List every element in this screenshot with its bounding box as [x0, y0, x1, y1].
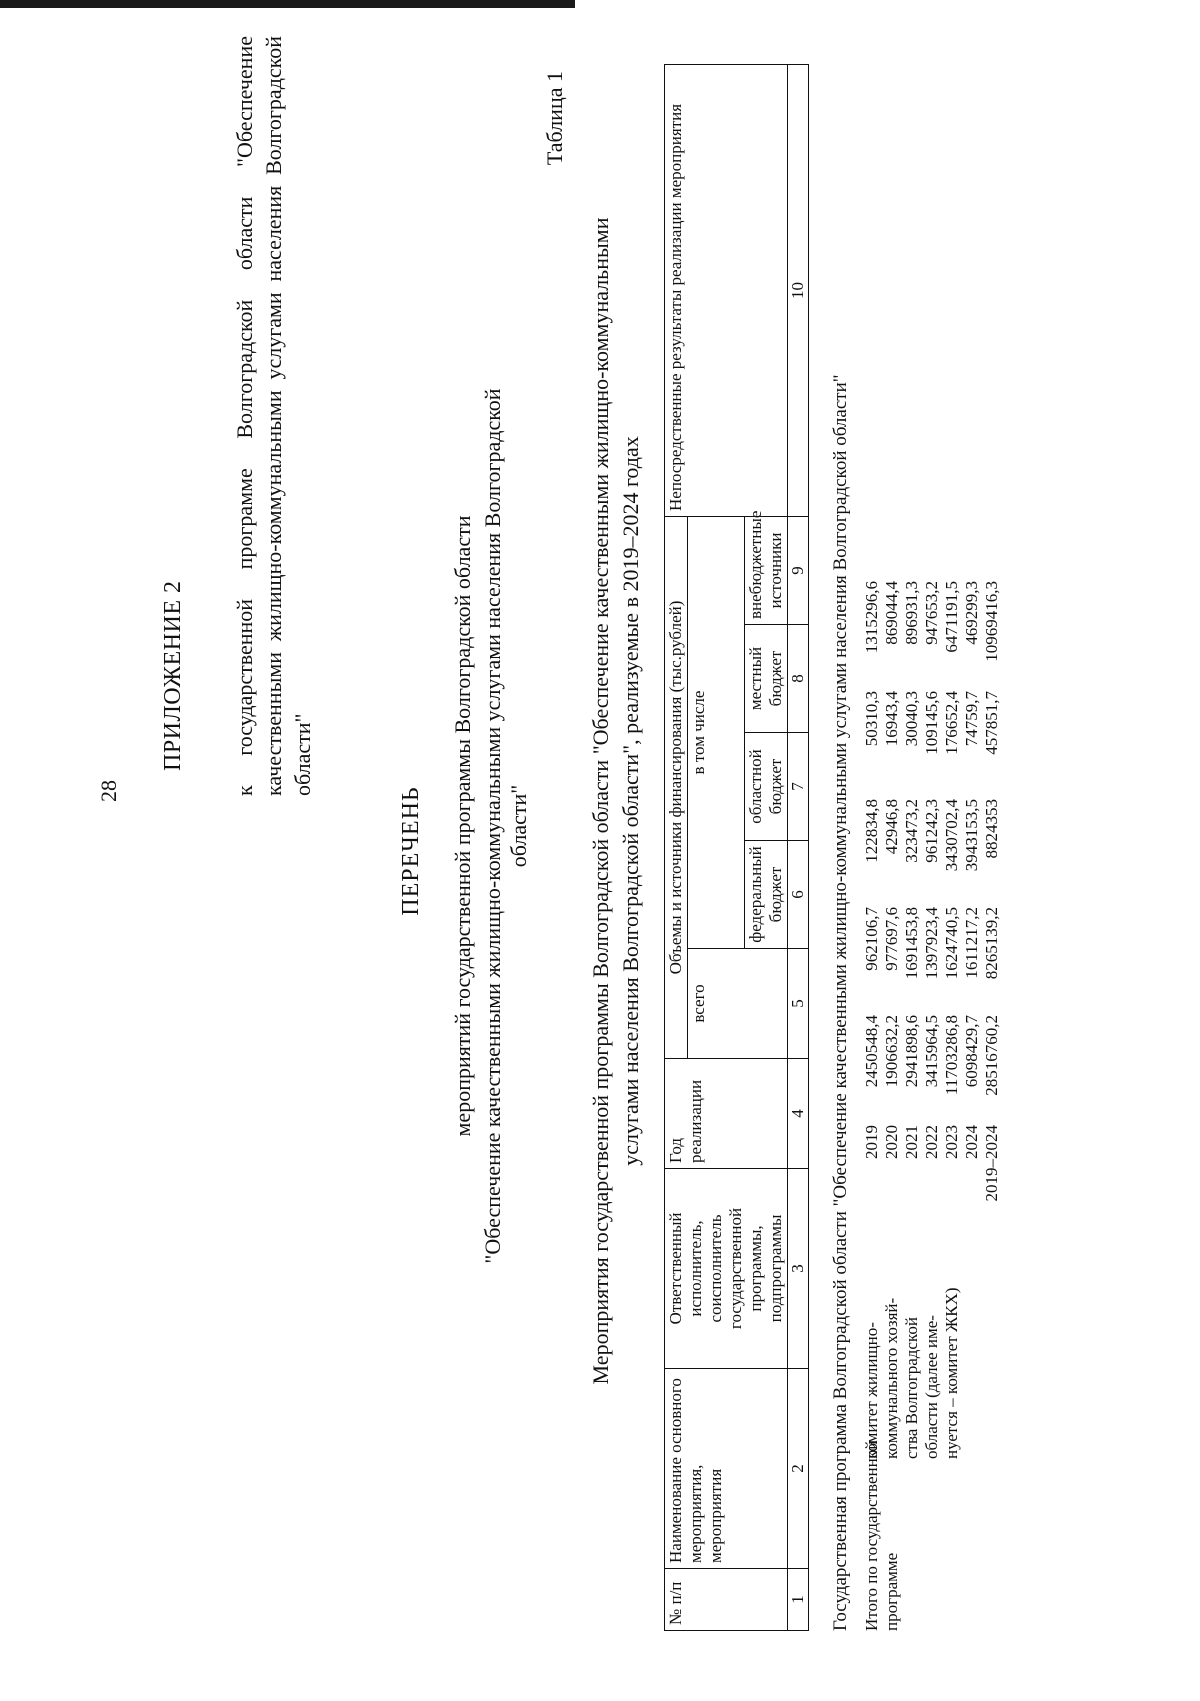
regional-cell: 8824353 — [982, 799, 1001, 859]
executor-line: коммунального хозяй- — [882, 1297, 901, 1459]
table-label: Таблица 1 — [542, 71, 567, 166]
program-executor — [862, 1237, 962, 1459]
extrabudget-cell: 947653,2 — [922, 581, 941, 645]
column-number: 7 — [788, 733, 809, 841]
column-number: 2 — [788, 1369, 809, 1569]
federal-cell: 1624740,5 — [942, 907, 961, 980]
year-cell: 2019–2024 — [982, 1125, 1001, 1202]
list-subtitle-line2: "Обеспечение качественными жилищно-коммунальными услугами населения Волгоградской области" — [480, 388, 531, 1264]
column-number: 6 — [788, 841, 809, 949]
header-num: № п/п — [665, 1569, 788, 1631]
column-number: 10 — [788, 64, 809, 516]
year-cell: 2019 — [862, 1125, 881, 1159]
header-name: Наименование основного мероприятия, мероприятия — [665, 1369, 788, 1569]
total-cell: 6098429,7 — [962, 1015, 981, 1088]
list-title: ПЕРЕЧЕНЬ — [398, 786, 424, 916]
appendix-title: ПРИЛОЖЕНИЕ 2 — [160, 580, 186, 771]
column-number-row — [788, 64, 809, 1630]
federal-cell: 962106,7 — [862, 907, 881, 971]
year-cell: 2020 — [882, 1125, 901, 1159]
total-cell: 1906632,2 — [882, 1015, 901, 1088]
regional-cell: 323473,2 — [902, 799, 921, 863]
executor-line: области (далее име- — [922, 1315, 941, 1459]
list-subtitle-line1: мероприятий государственной программы Волгоградской области — [450, 515, 475, 1137]
local-cell: 50310,3 — [862, 691, 881, 747]
total-cell: 2450548,4 — [862, 1015, 881, 1088]
regional-cell: 961242,3 — [922, 799, 941, 863]
local-cell: 30040,3 — [902, 691, 921, 747]
program-name-line: Итого по государственной — [862, 1440, 881, 1631]
extrabudget-cell: 1315296,6 — [862, 581, 881, 654]
program-total-values — [862, 1015, 1002, 1119]
header-year: Год реализации — [665, 1059, 788, 1169]
measures-table — [664, 64, 809, 1631]
total-cell: 2941898,6 — [902, 1015, 921, 1088]
program-regional-values — [862, 799, 1002, 903]
appendix-text: к государственной программе Волгоградской области "Обеспечение качественными жилищно-коммунальными услугами населения Волгоградской области" — [232, 36, 315, 796]
regional-cell: 42946,8 — [882, 799, 901, 855]
section-title: Государственная программа Волгоградской области "Обеспечение качественными жилищно-коммунальными услугами населения Волгоградской области" — [830, 374, 851, 1631]
executor-line: ства Волгоградской — [902, 1317, 921, 1459]
year-cell: 2024 — [962, 1125, 981, 1159]
column-number: 4 — [788, 1059, 809, 1169]
federal-cell: 977697,6 — [882, 907, 901, 971]
federal-cell: 1611217,2 — [962, 907, 981, 979]
extrabudget-cell: 896931,3 — [902, 581, 921, 645]
local-cell: 74759,7 — [962, 691, 981, 747]
header-results: Непосредственные результаты реализации мероприятия — [665, 64, 788, 516]
year-cell: 2022 — [922, 1125, 941, 1159]
program-name — [862, 1440, 902, 1631]
header-including: в том числе — [688, 516, 745, 948]
total-cell: 11703286,8 — [942, 1015, 961, 1096]
column-number: 9 — [788, 516, 809, 624]
header-regional: областной бюджет — [745, 733, 788, 841]
column-number: 8 — [788, 625, 809, 733]
regional-cell: 3430702,4 — [942, 799, 961, 872]
federal-cell: 1397923,4 — [922, 907, 941, 980]
local-cell: 176652,4 — [942, 691, 961, 755]
table-header-row-1 — [665, 64, 688, 1630]
local-cell: 457851,7 — [982, 691, 1001, 755]
header-executor: Ответственный исполнитель, соисполнитель государственной программы, подпрограммы — [665, 1169, 788, 1369]
program-extrabudget-values — [862, 581, 1002, 685]
header-extrabudget: внебюджетные источники — [745, 516, 788, 624]
table-title-line2: услугами населения Волгоградской области", реализуемые в 2019–2024 годах — [618, 436, 643, 1166]
regional-cell: 3943153,5 — [962, 799, 981, 872]
extrabudget-cell: 6471191,5 — [942, 581, 961, 653]
program-local-values — [862, 691, 1002, 795]
total-cell: 28516760,2 — [982, 1015, 1001, 1096]
column-number: 5 — [788, 949, 809, 1059]
federal-cell: 1691453,8 — [902, 907, 921, 980]
local-cell: 109145,6 — [922, 691, 941, 755]
total-cell: 3415964,5 — [922, 1015, 941, 1088]
program-name-line: программе — [882, 1552, 901, 1631]
column-number: 3 — [788, 1169, 809, 1369]
executor-line: нуется – комитет ЖКХ) — [942, 1287, 961, 1459]
header-funding: Объемы и источники финансирования (тыс.рублей) — [665, 516, 688, 1058]
executor-line: комитет жилищно- — [862, 1322, 881, 1459]
year-cell: 2023 — [942, 1125, 961, 1159]
extrabudget-cell: 469299,3 — [962, 581, 981, 645]
program-years — [862, 1125, 1002, 1233]
regional-cell: 122834,8 — [862, 799, 881, 863]
column-number: 1 — [788, 1569, 809, 1631]
table-title-line1: Мероприятия государственной программы Волгоградской области "Обеспечение качественными жилищно-коммунальными — [588, 217, 613, 1385]
header-local: местный бюджет — [745, 625, 788, 733]
local-cell: 16943,4 — [882, 691, 901, 747]
header-federal: федеральный бюджет — [745, 841, 788, 949]
year-cell: 2021 — [902, 1125, 921, 1159]
page-number: 28 — [96, 780, 121, 802]
extrabudget-cell: 869044,4 — [882, 581, 901, 645]
program-federal-values — [862, 907, 1002, 1011]
federal-cell: 8265139,2 — [982, 907, 1001, 980]
header-total: всего — [688, 949, 788, 1059]
extrabudget-cell: 10969416,3 — [982, 581, 1001, 662]
